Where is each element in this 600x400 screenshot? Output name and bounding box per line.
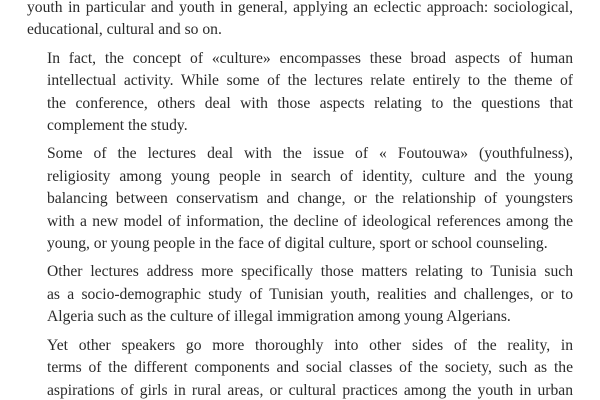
- text-line: the conference, others deal with those aspects relating to the questions that: [47, 94, 573, 112]
- text-line: Other lectures address more specifically those matters relating to Tunisia such: [47, 263, 573, 281]
- text-line: as a socio-demographic study of Tunisian youth, realities and challenges, or to: [47, 285, 573, 303]
- text-line: aspirations of girls in rural areas, or cultural practices among the youth in urban: [47, 381, 573, 399]
- body-text: [27, 0, 573, 400]
- text-line: educational, cultural and so on.: [27, 21, 222, 39]
- paragraph-3: [27, 143, 573, 255]
- paragraph-1: [27, 0, 573, 42]
- text-line: Yet other speakers go more thoroughly into other sides of the reality, in: [47, 336, 573, 354]
- text-line: with a new model of information, the decline of ideological references among the: [47, 212, 573, 230]
- text-line: Algeria such as the culture of illegal immigration among young Algerians.: [47, 308, 511, 326]
- paragraph-2: [27, 48, 573, 138]
- text-line: youth in particular and youth in general, applying an eclectic approach: sociological,: [27, 0, 573, 16]
- paragraph-4: [27, 261, 573, 328]
- text-line: complement the study.: [47, 117, 188, 135]
- text-line: balancing between conservatism and change, or the relationship of youngsters: [47, 190, 573, 208]
- text-line: In fact, the concept of «culture» encompasses these broad aspects of human: [47, 49, 573, 67]
- paragraph-5: [27, 335, 573, 400]
- text-line: young, or young people in the face of digital culture, sport or school counseling.: [47, 235, 548, 253]
- text-line: Some of the lectures deal with the issue of « Foutouwa» (youthfulness),: [47, 145, 573, 163]
- text-line: religiosity among young people in search of identity, culture and the young: [47, 167, 573, 185]
- text-line: intellectual activity. While some of the lectures relate entirely to the theme of: [47, 72, 573, 90]
- text-line: terms of the different components and social classes of the society, such as the: [47, 359, 573, 377]
